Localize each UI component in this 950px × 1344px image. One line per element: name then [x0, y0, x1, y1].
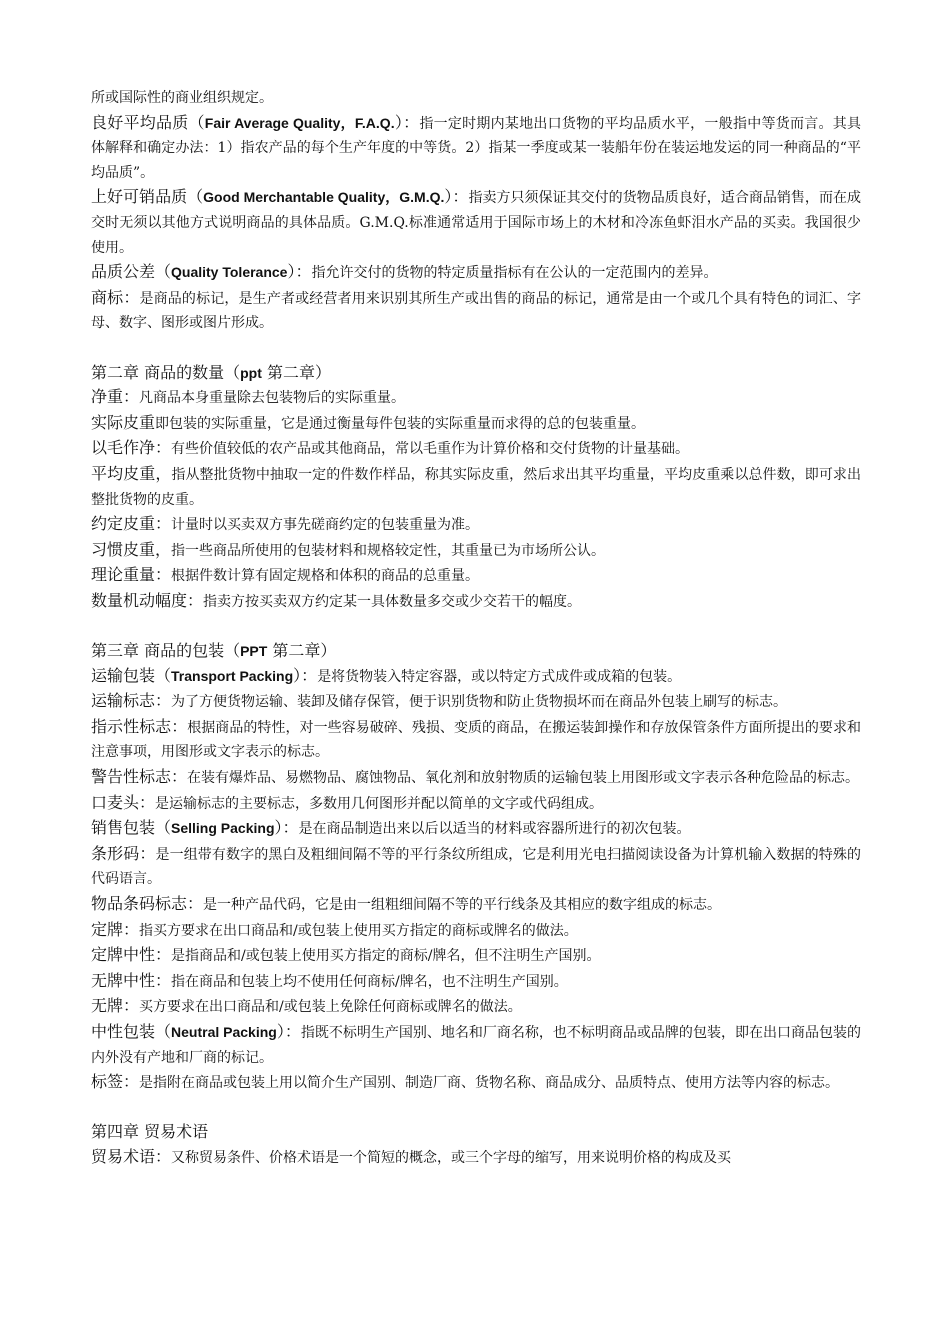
- glossary-entry: [91, 994, 861, 1020]
- chapter-heading-latin: PPT: [240, 643, 268, 660]
- glossary-entry: [91, 111, 861, 186]
- entry-term: 品质公差（: [91, 262, 172, 282]
- entry-term: 贸易术语: [91, 1146, 156, 1166]
- entry-term: 习惯皮重: [91, 539, 156, 559]
- entry-term: 约定皮重: [91, 514, 156, 534]
- chapter-heading: [91, 639, 861, 664]
- entry-term: 指示性标志: [91, 716, 172, 736]
- entry-definition: 即包装的实际重量，它是通过衡量每件包装的实际重量而求得的总的包装重量。: [155, 415, 646, 432]
- entry-definition: 是指附在商品或包装上用以简介生产国别、制造厂商、货物名称、商品成分、品质特点、使用方法等内容的标志。: [139, 1075, 840, 1092]
- entry-separator: ：: [155, 1146, 172, 1166]
- entry-separator: ：: [155, 945, 172, 965]
- chapter-heading: [91, 1120, 861, 1145]
- entry-separator: ：: [187, 894, 204, 913]
- glossary-entry: [91, 1145, 861, 1171]
- entry-term: 运输标志: [91, 691, 156, 711]
- document-sections: [91, 111, 861, 1171]
- entry-term: 物品条码标志: [91, 894, 188, 913]
- entry-term: 良好平均品质（: [91, 112, 205, 132]
- entry-definition: 在装有爆炸品、易燃物品、腐蚀物品、氧化剂和放射物质的运输包装上用图形或文字表示各种危险品的标志。: [187, 770, 860, 787]
- entry-definition: 指一定时期内某地出口货物的平均品质水平，一般指中等货而言。其具体解释和确定办法：1）指农产品的每个生产年度的中等货。2）指某一季度或某一装船年份在装运地发运的同一种商品的“平均品质”。: [91, 115, 861, 181]
- entry-definition: 指买方要求在出口商品和/或包装上使用买方指定的商标或牌名的做法。: [139, 922, 578, 939]
- entry-separator: ：: [123, 996, 140, 1016]
- glossary-entry: [91, 436, 861, 462]
- glossary-entry: [91, 892, 861, 918]
- chapter-heading-text: 第三章 商品的包装（: [91, 641, 241, 661]
- entry-term-english: Selling Packing: [171, 820, 275, 837]
- entry-term: 条形码: [91, 843, 140, 863]
- entry-term-english: Fair Average Quality，F.A.Q.: [204, 114, 395, 131]
- document-page: [91, 86, 861, 1171]
- entry-separator: ：: [123, 919, 140, 939]
- entry-separator: ）：: [394, 112, 420, 132]
- entry-separator: ，: [155, 463, 172, 483]
- section-gap: [91, 1096, 861, 1121]
- entry-term: 定牌: [91, 919, 124, 939]
- glossary-entry: [91, 689, 861, 715]
- entry-separator: ：: [155, 514, 172, 534]
- entry-definition: 指在商品和包装上均不使用任何商标/牌名，也不注明生产国别。: [171, 973, 568, 990]
- entry-term: 警告性标志: [91, 767, 172, 787]
- entry-separator: ）：: [276, 1021, 301, 1041]
- glossary-entry: [91, 791, 861, 817]
- entry-separator: ：: [155, 970, 172, 990]
- entry-separator: ：: [187, 590, 204, 610]
- entry-definition: 是一组带有数字的黑白及粗细间隔不等的平行条纹所组成，它是利用光电扫描阅读设备为计算机输入数据的特殊的代码语言。: [91, 846, 861, 888]
- entry-term: 商标: [91, 287, 124, 307]
- entry-term-english: Quality Tolerance: [171, 264, 288, 281]
- glossary-entry: [91, 715, 861, 765]
- entry-definition: 指既不标明生产国别、地名和厂商名称，也不标明商品或品牌的包装，即在出口商品包装的内外没有产地和厂商的标记。: [91, 1024, 861, 1066]
- entry-term: 销售包装（: [91, 818, 172, 838]
- entry-separator: ：: [155, 438, 172, 458]
- entry-definition: 买方要求在出口商品和/或包装上免除任何商标或牌名的做法。: [139, 999, 522, 1016]
- glossary-entry: [91, 943, 861, 969]
- entry-separator: ：: [139, 792, 156, 812]
- entry-definition: 指卖方只须保证其交付的货物品质良好，适合商品销售，而在成交时无须以其他方式说明商品的具体品质。G.M.Q.标准通常适用于国际市场上的木材和冷冻鱼虾泪水产品的买卖。我国很少使用。: [91, 190, 861, 256]
- glossary-entry: [91, 918, 861, 944]
- glossary-entry: [91, 286, 861, 336]
- entry-definition: 有些价值较低的农产品或其他商品，常以毛重作为计算价格和交付货物的计量基础。: [171, 441, 690, 458]
- entry-term: 实际皮重: [91, 412, 156, 432]
- entry-separator: ：: [171, 716, 188, 736]
- entry-definition: 又称贸易条件、价格术语是一个简短的概念，或三个字母的缩写，用来说明价格的构成及买: [171, 1149, 732, 1166]
- glossary-entry: [91, 512, 861, 538]
- glossary-entry: [91, 589, 861, 615]
- glossary-entry: [91, 563, 861, 589]
- chapter-heading: [91, 361, 861, 386]
- entry-definition: 是在商品制造出来以后以适当的材料或容器所进行的初次包装。: [298, 821, 691, 838]
- glossary-entry: [91, 411, 861, 437]
- entry-term: 数量机动幅度: [91, 590, 188, 610]
- entry-definition: 计量时以买卖双方事先磋商约定的包装重量为准。: [171, 517, 480, 534]
- entry-separator: ：: [123, 387, 140, 407]
- chapter-heading-text: 第四章 贸易术语: [91, 1122, 209, 1142]
- page-top-fragment: 所或国际性的商业组织规定。: [91, 90, 273, 106]
- glossary-entry: [91, 1070, 861, 1096]
- entry-definition: 是将货物装入特定容器，或以特定方式成件或成箱的包装。: [317, 668, 682, 685]
- entry-definition: 指一些商品所使用的包装材料和规格较定性，其重量已为市场所公认。: [171, 542, 606, 559]
- entry-definition: 指从整批货物中抽取一定的件数作样品，称其实际皮重，然后求出其平均重量，平均皮重乘以总件数，即可求出整批货物的皮重。: [91, 466, 861, 508]
- glossary-entry: [91, 765, 861, 791]
- glossary-entry: [91, 664, 861, 690]
- glossary-entry: [91, 816, 861, 842]
- entry-separator: ）：: [293, 665, 318, 685]
- entry-separator: ：: [123, 1072, 140, 1092]
- entry-term: 中性包装（: [91, 1021, 172, 1041]
- entry-separator: ：: [171, 767, 188, 787]
- entry-term-english: Good Merchantable Quality，G.M.Q.: [203, 189, 445, 206]
- entry-term: 运输包装（: [91, 665, 172, 685]
- entry-definition: 根据商品的特性，对一些容易破碎、残损、变质的商品，在搬运装卸操作和存放保管条件方面所提出的要求和注意事项，用图形或文字表示的标志。: [91, 719, 861, 761]
- entry-term: 口麦头: [91, 792, 140, 812]
- glossary-entry: [91, 462, 861, 512]
- entry-separator: ：: [123, 287, 140, 307]
- entry-term: 以毛作净: [91, 438, 156, 458]
- entry-definition: 是运输标志的主要标志，多数用几何图形并配以简单的文字或代码组成。: [155, 795, 604, 812]
- chapter-heading-latin: ppt: [240, 364, 262, 381]
- entry-separator: ）：: [444, 187, 469, 207]
- entry-definition: 根据件数计算有固定规格和体积的商品的总重量。: [171, 568, 480, 585]
- chapter-heading-text: 第二章 商品的数量（: [91, 362, 241, 382]
- entry-definition: 为了方便货物运输、装卸及储存保管，便于识别货物和防止货物损坏而在商品外包装上刷写的标志。: [171, 694, 788, 711]
- entry-separator: ）：: [287, 262, 312, 282]
- glossary-entry: [91, 385, 861, 411]
- entry-separator: ，: [155, 539, 172, 559]
- entry-term-english: Neutral Packing: [171, 1023, 277, 1040]
- entry-definition: 是一种产品代码，它是由一组粗细间隔不等的平行线条及其相应的数字组成的标志。: [203, 897, 722, 913]
- glossary-entry: [91, 842, 861, 892]
- glossary-entry: [91, 969, 861, 995]
- glossary-entry: [91, 260, 861, 286]
- entry-definition: 是指商品和/或包装上使用买方指定的商标/牌名，但不注明生产国别。: [171, 948, 601, 965]
- entry-definition: 指卖方按买卖双方约定某一具体数量多交或少交若干的幅度。: [203, 593, 582, 610]
- entry-term: 无牌中性: [91, 970, 156, 990]
- entry-term: 标签: [91, 1072, 124, 1092]
- entry-separator: ：: [155, 565, 172, 585]
- entry-term: 净重: [91, 387, 124, 407]
- entry-separator: ：: [139, 843, 156, 863]
- entry-term: 平均皮重: [91, 463, 156, 483]
- entry-definition: 凡商品本身重量除去包装物后的实际重量。: [139, 390, 406, 407]
- entry-term: 理论重量: [91, 565, 156, 585]
- entry-term: 无牌: [91, 996, 124, 1016]
- entry-definition: 是商品的标记，是生产者或经营者用来识别其所生产或出售的商品的标记，通常是由一个或几个具有特色的词汇、字母、数字、图形或图片形成。: [91, 290, 861, 332]
- section-gap: [91, 614, 861, 639]
- chapter-heading-suffix: 第二章）: [267, 641, 337, 661]
- glossary-entry: [91, 185, 861, 260]
- glossary-entry: [91, 538, 861, 564]
- entry-separator: ：: [155, 691, 172, 711]
- section-gap: [91, 336, 861, 361]
- chapter-heading-suffix: 第二章）: [261, 362, 331, 382]
- entry-term: 上好可销品质（: [91, 187, 204, 207]
- entry-term: 定牌中性: [91, 945, 156, 965]
- entry-term-english: Transport Packing: [171, 667, 294, 684]
- glossary-entry: [91, 1020, 861, 1070]
- entry-separator: ）：: [274, 818, 299, 838]
- entry-definition: 指允许交付的货物的特定质量指标有在公认的一定范围内的差异。: [311, 265, 718, 282]
